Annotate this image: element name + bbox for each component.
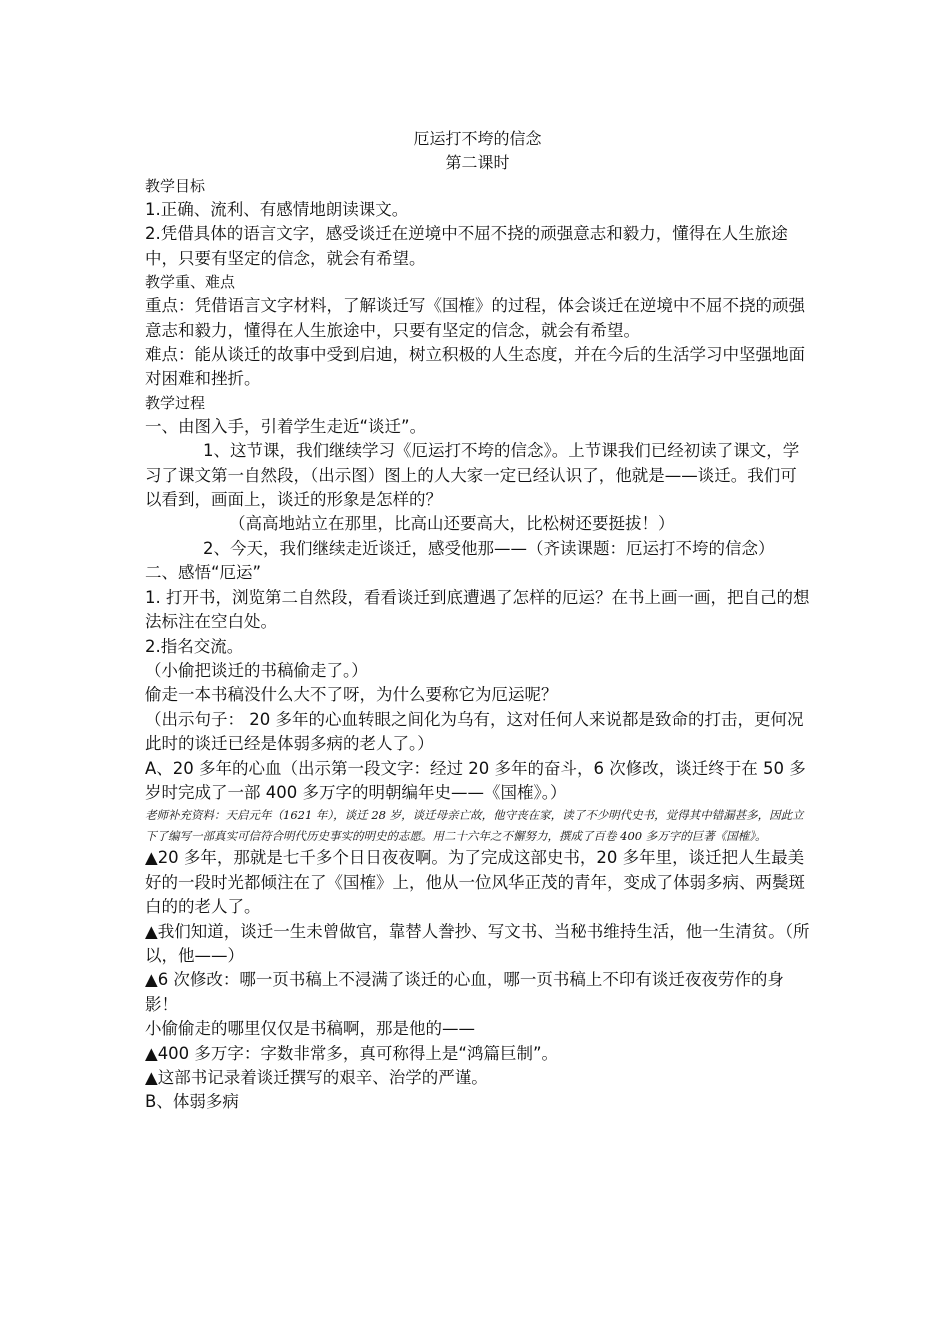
goals-heading: 教学目标 — [145, 177, 206, 195]
process-heading: 教学过程 — [145, 393, 206, 412]
point-b: B、体弱多病 — [145, 1092, 239, 1112]
goal-1: 1.正确、流利、有感情地朗读课文。 — [145, 200, 409, 219]
thief-line: 小偷偷走的哪里仅仅是书稿啊，那是他的—— — [145, 1019, 475, 1039]
goal-2: 2.凭借具体的语言文字，感受谈迁在逆境中不屈不挠的顽强意志和毅力，懂得在人生旅途中，只要有坚定的信念，就会有希望。 — [145, 224, 788, 268]
section-1-paragraph-2: 2、今天，我们继续走近谈迁，感受他那——（齐读课题：厄运打不垮的信念） — [203, 538, 775, 558]
quoted-sentence: （出示句子： 20 多年的心血转眼之间化为乌有，这对任何人来说都是致命的打击，更何况此时的谈迁已经是体弱多病的老人了。） — [145, 709, 804, 754]
section-1-paragraph-1: 1、这节课，我们继续学习《厄运打不垮的信念》。上节课我们已经初读了课文，学习了课文第一自然段，（出示图）图上的人大家一定已经认识了，他就是——谈迁。我们可以看到，画面上，谈迁的形象是怎样的？ — [145, 441, 800, 510]
triangle-point-4: ▲400 多万字：字数非常多，真可称得上是“鸿篇巨制”。 — [145, 1043, 559, 1063]
document-page — [145, 127, 810, 1115]
triangle-point-1: ▲20 多年，那就是七千多个日日夜夜啊。为了完成这部史书，20 多年里，谈迁把人生最美好的一段时光都倾注在了《国榷》上，他从一位风华正茂的青年，变成了体弱多病、两鬓斑白的的老人了。 — [145, 848, 805, 917]
focus-text: 重点：凭借语言文字材料，了解谈迁写《国榷》的过程，体会谈迁在逆境中不屈不挠的顽强意志和毅力，懂得在人生旅途中，只要有坚定的信念，就会有希望。 — [145, 296, 805, 340]
triangle-point-5: ▲这部书记录着谈迁撰写的艰辛、治学的严谨。 — [145, 1068, 488, 1087]
focus-heading: 教学重、难点 — [145, 273, 236, 292]
teacher-note: 老师补充资料：天启元年（1621 年），谈迁 28 岁，谈迁母亲亡故，他守丧在家，读了不少明代史书，觉得其中错漏甚多，因此立下了编写一部真实可信符合明代历史事实的明史的志愿。用二十六年之不懈努力，撰成了百卷 400 多万字的巨著《国榷》。 — [145, 808, 804, 843]
document-subtitle: 第二课时 — [445, 153, 510, 172]
triangle-point-2: ▲我们知道，谈迁一生未曾做官，靠替人誊抄、写文书、当秘书维持生活，他一生清贫。（所以，他——） — [145, 921, 810, 965]
section-2-item-2: 2.指名交流。 — [145, 636, 244, 656]
section-1-heading: 一、由图入手，引着学生走近“谈迁”。 — [145, 416, 427, 436]
document-title: 厄运打不垮的信念 — [413, 129, 542, 148]
question-line: 偷走一本书稿没什么大不了呀，为什么要称它为厄运呢？ — [145, 685, 558, 705]
point-a: A、20 多年的心血（出示第一段文字：经过 20 多年的奋斗，6 次修改，谈迁终于在 50 多岁时完成了一部 400 多万字的明朝编年史——《国榷》。） — [145, 758, 806, 802]
section-1-answer: （高高地站立在那里，比高山还要高大，比松树还要挺拔！） — [229, 514, 675, 534]
section-2-heading: 二、感悟“厄运” — [145, 563, 262, 583]
difficulty-text: 难点：能从谈迁的故事中受到启迪，树立积极的人生态度，并在今后的生活学习中坚强地面对困难和挫折。 — [145, 345, 805, 389]
triangle-point-3: ▲6 次修改：哪一页书稿上不浸满了谈迁的心血，哪一页书稿上不印有谈迁夜夜劳作的身影！ — [145, 970, 784, 1014]
section-2-item-1: 1. 打开书，浏览第二自然段，看看谈迁到底遭遇了怎样的厄运？在书上画一画，把自己的想法标注在空白处。 — [145, 587, 810, 632]
thief-answer: （小偷把谈迁的书稿偷走了。） — [145, 660, 368, 680]
